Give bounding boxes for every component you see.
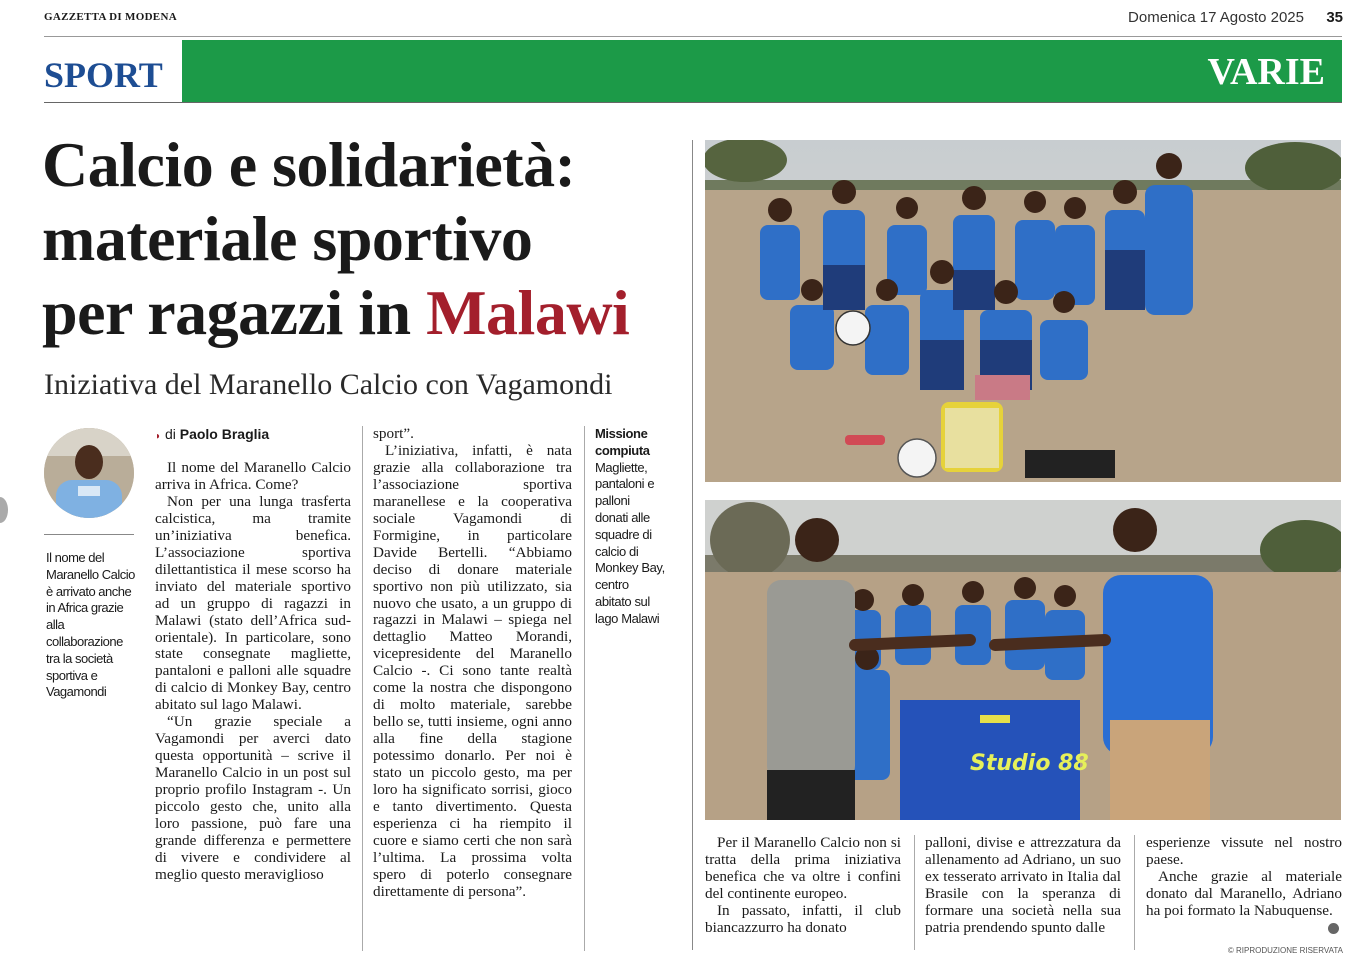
- paragraph: Per il Maranello Calcio non si tratta della prima iniziativa benefica che va oltre i confini del continente europeo.: [705, 834, 901, 902]
- paragraph: esperienze vissute nel nostro paese.: [1146, 834, 1342, 868]
- page-number: 35: [1326, 9, 1343, 26]
- author-name: Paolo Braglia: [179, 426, 270, 442]
- paragraph: Non per una lunga trasferta calcistica, ma tramite un’iniziativa benefica. L’associazione sportiva dilettantistica il mese scorso ha inviato del materiale sportivo ad un gruppo di ragazzi in Malawi (stato dell’Africa sud-orientale). In particolare, sono state consegnate magliette, pantaloni e palloni alle squadre di calcio di Monkey Bay, centro abitato sul lago Malawi.: [155, 492, 351, 714]
- paragraph: L’iniziativa, infatti, è nata grazie alla collaborazione tra l’associazione sportiva maranellese e la cooperativa sociale Vagamondi di Formigine, in particolare Davide Bertelli. “Abbiamo deciso di donare materiale sportivo non più utilizzato, sia nuovo che usato, a un gruppo di ragazzi in Malawi – spiega nel dettaglio Matteo Morandi, vicepresidente del Maranello Calcio -. Ci sono tante realtà come la nostra che dispongono di molto materiale, sarebbe bello se, tutti insieme, ogni anno alla fine della stagione potessimo donarlo. Per noi è stato un piccolo gesto, ma per loro ha significato sorrisi, gioco e tanto divertimento. Questa esperienza ci ha riempito il cuore e siamo certi che non sarà l’ultima. La prossima volta spero di poterlo consegnare direttamente di persona”.: [373, 441, 572, 900]
- paragraph: sport”.: [373, 425, 414, 442]
- end-mark-icon: [1328, 923, 1339, 934]
- article-headline: [42, 128, 692, 350]
- article-column-3: [705, 835, 901, 937]
- author-avatar: [44, 428, 134, 518]
- headline-line-3-prefix: per ragazzi in: [42, 277, 427, 348]
- team-group-image: [705, 140, 1341, 482]
- copyright-note: © RIPRODUZIONE RISERVATA: [1227, 946, 1343, 955]
- banner-divider: [44, 102, 1342, 103]
- page-edge-handle: [0, 497, 8, 523]
- article-column-1: [155, 460, 351, 884]
- headline-line-2: materiale sportivo: [42, 203, 533, 274]
- handover-image: [705, 500, 1341, 820]
- sidebar-box: [595, 426, 665, 628]
- paragraph: In passato, infatti, il club biancazzurro ha donato: [705, 901, 901, 936]
- issue-date: Domenica 17 Agosto 2025: [1128, 9, 1304, 26]
- sidebar-title: Missione compiuta: [595, 426, 650, 458]
- team-group-photo: [705, 140, 1341, 482]
- paragraph: “Un grazie speciale a Vagamondi per averci dato questa opportunità – scrive il Maranello Calcio in un post sul proprio profilo Instagram -. Un piccolo gesto che, unito alla loro passione, può fare una grande differenza e permettere di vivere e condividere al meglio questo meraviglioso: [155, 713, 351, 883]
- top-divider: [44, 36, 1342, 37]
- byline: [155, 426, 269, 442]
- byline-prefix: di: [164, 426, 176, 442]
- article-column-4: [925, 835, 1121, 937]
- column-rule: [1134, 835, 1135, 950]
- article-column-5: [1146, 835, 1342, 920]
- photo-caption: Il nome del Maranello Calcio è arrivato anche in Africa grazie alla collaborazione tra la società sportiva e Vagamondi: [46, 550, 135, 700]
- avatar-icon: [44, 428, 134, 518]
- column-rule: [914, 835, 915, 950]
- paragraph: palloni, divise e attrezzatura da allenamento ad Adriano, un suo ex tesserato arrivato in Italia dal Brasile con la speranza di formare una società nella sua patria prendendo spunto dalle: [925, 834, 1121, 936]
- newspaper-masthead: GAZZETTA DI MODENA: [44, 11, 177, 23]
- sidebar-text: Magliette, pantaloni e palloni donati alle squadre di calcio di Monkey Bay, centro abitato sul lago Malawi: [595, 459, 665, 626]
- headline-accent: Malawi: [426, 277, 630, 348]
- article-subhead: Iniziativa del Maranello Calcio con Vagamondi: [44, 368, 613, 401]
- article-column-2: [373, 426, 572, 901]
- section-banner: [182, 40, 1342, 102]
- column-divider: [692, 140, 693, 950]
- paragraph: Il nome del Maranello Calcio arriva in Africa. Come?: [155, 459, 351, 493]
- headline-line-1: Calcio e solidarietà:: [42, 129, 576, 200]
- byline-marker-icon: ◗: [155, 431, 162, 442]
- paragraph: Anche grazie al materiale donato dal Maranello, Adriano ha poi formato la Nabuquense.: [1146, 867, 1342, 919]
- column-rule: [362, 426, 363, 951]
- shirt-sponsor-text: Studio 88: [970, 751, 1089, 776]
- caption-rule: [44, 534, 134, 535]
- headline-line-3: [42, 276, 692, 350]
- column-rule: [584, 426, 585, 951]
- rubric-label: VARIE: [1207, 51, 1325, 93]
- handover-photo: [705, 500, 1341, 820]
- section-title: SPORT: [44, 55, 163, 95]
